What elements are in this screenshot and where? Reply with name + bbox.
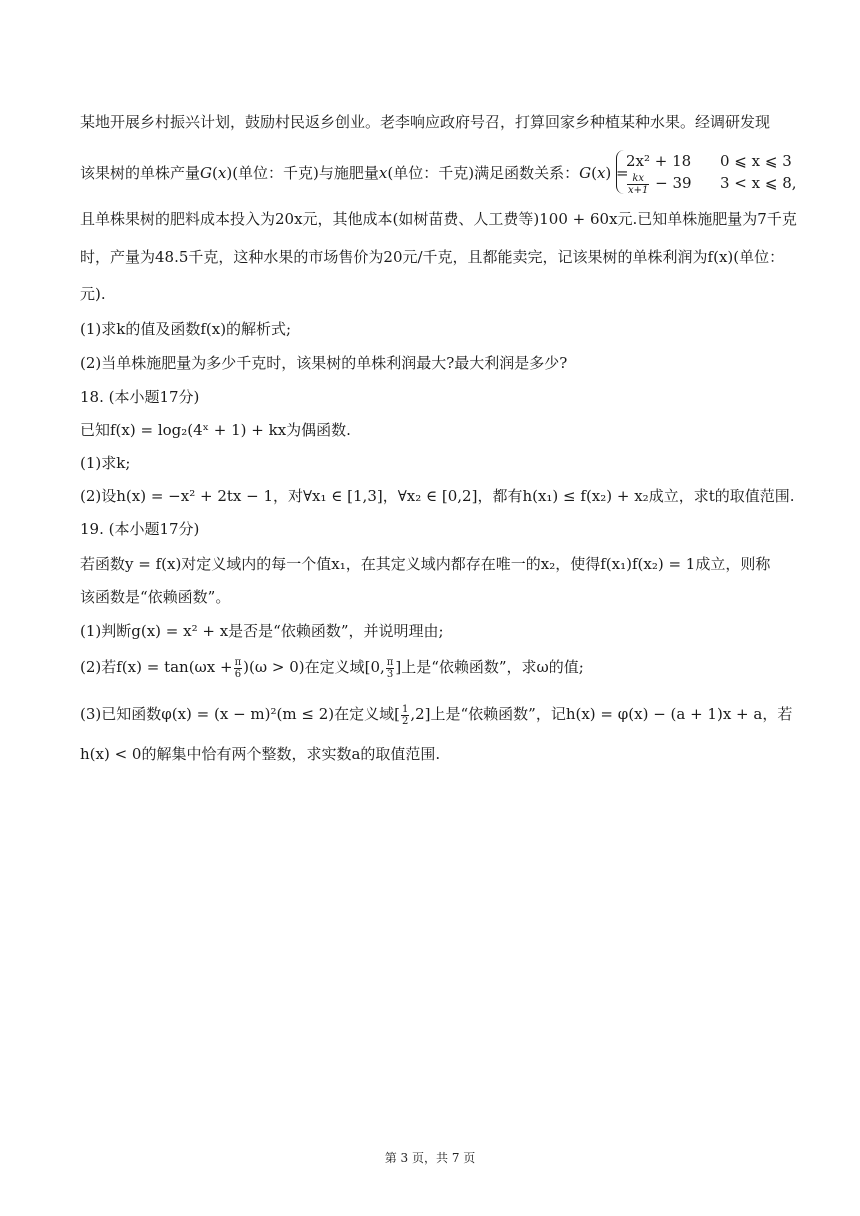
- intro-line-4: 时，产量为48.5千克，这种水果的市场售价为20元/千克，且都能卖完，记该果树的单株利润为f(x)(单位：: [80, 248, 785, 266]
- piecewise-case-1: 2x² + 18: [626, 152, 692, 170]
- piecewise-condition-2: 3 < x ⩽ 8,: [720, 174, 797, 192]
- q18-stem: 已知f(x) = log₂(4ˣ + 1) + kx为偶函数.: [80, 421, 351, 439]
- intro-line-2: 该果树的单株产量G(x)(单位：千克)与施肥量x(单位：千克)满足函数关系：G(x) =: [80, 164, 629, 182]
- piecewise-function-line: [80, 150, 797, 196]
- intro-line-5: 元).: [80, 285, 106, 303]
- q19-part-2: (2)若f(x) = tan(ωx + $\frac{\pi}{6}$ )(ω > 0)在定义域[0, $\frac{\pi}{3}$ ]上是“依赖函数”，求ω的值;: [80, 656, 584, 680]
- piecewise-brace: [616, 150, 625, 194]
- q18-header: 18. (本小题17分): [80, 388, 200, 406]
- q17-part-2: (2)当单株施肥量为多少千克时，该果树的单株利润最大?最大利润是多少?: [80, 354, 568, 372]
- piecewise-case-2: $\frac{kx}{x+1}$ − 39: [628, 172, 692, 196]
- q18-part-2: (2)设h(x) = −x² + 2tx − 1，对∀x₁ ∈ [1,3]，∀x₂ ∈ [0,2]，都有h(x₁) ≤ f(x₂) + x₂成立，求t的取值范围.: [80, 487, 795, 505]
- intro-line-1: 某地开展乡村振兴计划，鼓励村民返乡创业。老李响应政府号召，打算回家乡种植某种水果。经调研发现: [80, 113, 771, 131]
- q18-part-1: (1)求k;: [80, 454, 131, 472]
- q19-part-3-line-2: h(x) < 0的解集中恰有两个整数，求实数a的取值范围.: [80, 745, 441, 763]
- q19-stem-line-1: 若函数y = f(x)对定义域内的每一个值x₁，在其定义域内都存在唯一的x₂，使得f(x₁)f(x₂) = 1成立，则称: [80, 555, 771, 573]
- q19-stem-line-2: 该函数是“依赖函数”。: [80, 588, 231, 606]
- q19-part-3: (3)已知函数φ(x) = (x − m)²(m ≤ 2)在定义域[ $\frac{1}{2}$ ,2]上是“依赖函数”，记h(x) = φ(x) − (a + 1)x + a，若: [80, 703, 793, 727]
- page-footer: 第 3 页，共 7 页: [384, 1151, 476, 1165]
- intro-line-3: 且单株果树的肥料成本投入为20x元，其他成本(如树苗费、人工费等)100 + 60x元.已知单株施肥量为7千克: [80, 210, 797, 228]
- piecewise-condition-1: 0 ⩽ x ⩽ 3: [720, 152, 792, 170]
- q19-part-1: (1)判断g(x) = x² + x是否是“依赖函数”，并说明理由;: [80, 622, 444, 640]
- q19-header: 19. (本小题17分): [80, 520, 200, 538]
- q17-part-1: (1)求k的值及函数f(x)的解析式;: [80, 320, 292, 338]
